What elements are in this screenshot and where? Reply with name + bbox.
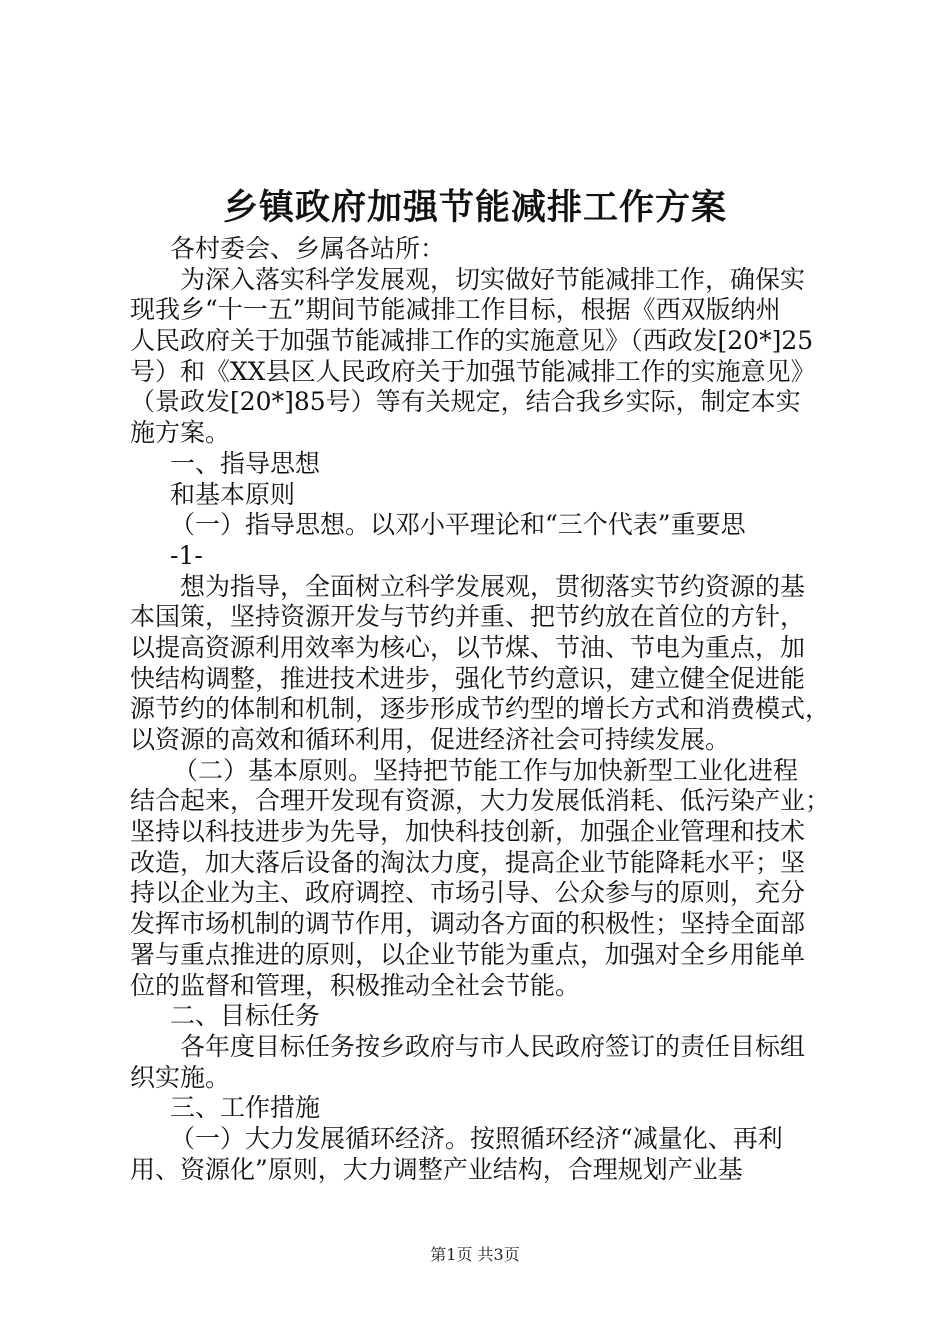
- body-line: （景政发[20*]85号）等有关规定，结合我乡实际，制定本实: [130, 387, 801, 417]
- body-line: 人民政府关于加强节能减排工作的实施意见》（西政发[20*]25: [130, 326, 814, 356]
- body-line: 以资源的高效和循环利用，促进经济社会可持续发展。: [130, 725, 731, 754]
- body-line: 署与重点推进的原则，以企业节能为重点，加强对全乡用能单: [130, 939, 806, 969]
- body-line: 想为指导，全面树立科学发展观，贯彻落实节约资源的基: [180, 571, 806, 601]
- body-line: 现我乡“十一五”期间节能减排工作目标，根据《西双版纳州: [130, 295, 781, 325]
- body-line: 用、资源化”原则，大力调整产业结构，合理规划产业基: [130, 1154, 743, 1184]
- body-line: 快结构调整，推进技术进步，强化节约意识，建立健全促进能: [130, 663, 806, 693]
- page-footer: 第1页 共3页: [430, 1245, 520, 1264]
- body-line: 号）和《XX县区人民政府关于加强节能减排工作的实施意见》: [130, 356, 816, 386]
- body-line: （一）大力发展循环经济。按照循环经济“减量化、再利: [170, 1123, 783, 1153]
- body-line: 织实施。: [130, 1062, 231, 1092]
- document-body: [130, 234, 830, 1185]
- body-line: 各年度目标任务按乡政府与市人民政府签订的责任目标组: [180, 1031, 806, 1061]
- body-line: 结合起来，合理开发现有资源，大力发展低消耗、低污染产业；: [130, 786, 831, 816]
- body-line: 源节约的体制和机制，逐步形成节约型的增长方式和消费模式，: [130, 694, 831, 724]
- body-line: 发挥市场机制的调节作用，调动各方面的积极性；坚持全面部: [130, 909, 806, 939]
- body-line: （二）基本原则。坚持把节能工作与加快新型工业化进程: [173, 755, 799, 785]
- body-line: 位的监督和管理，积极推动全社会节能。: [130, 970, 581, 1000]
- document-title: 乡镇政府加强节能减排工作方案: [222, 187, 727, 228]
- section-heading: 一、指导思想: [170, 448, 321, 478]
- section-heading: 和基本原则: [170, 479, 296, 509]
- salutation-line: 各村委会、乡属各站所：: [170, 234, 446, 263]
- body-line: 施方案。: [130, 418, 231, 448]
- section-heading: 三、工作措施: [170, 1093, 321, 1123]
- body-line: 改造，加大落后设备的淘汰力度，提高企业节能降耗水平；坚: [130, 847, 806, 877]
- body-line: 为深入落实科学发展观，切实做好节能减排工作，确保实: [180, 264, 806, 294]
- body-line: 本国策，坚持资源开发与节约并重、把节约放在首位的方针，: [130, 602, 806, 632]
- section-heading: 二、目标任务: [170, 1001, 321, 1031]
- page-marker: -1-: [170, 540, 203, 570]
- body-line: （一）指导思想。以邓小平理论和“三个代表”重要思: [170, 510, 746, 540]
- body-line: 坚持以科技进步为先导，加快科技创新，加强企业管理和技术: [130, 817, 806, 847]
- body-line: 以提高资源利用效率为核心，以节煤、节油、节电为重点，加: [130, 632, 806, 662]
- body-line: 持以企业为主、政府调控、市场引导、公众参与的原则，充分: [130, 878, 806, 908]
